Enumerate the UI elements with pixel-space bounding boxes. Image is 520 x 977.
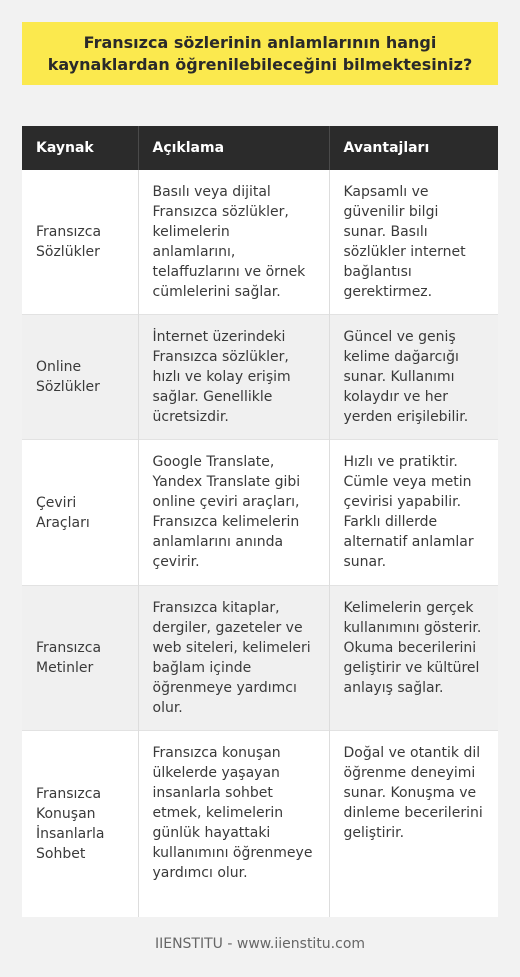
title-banner (22, 22, 498, 85)
cell-description: Google Translate, Yandex Translate gibi online çeviri araçları, Fransızca kelimelerin anlamlarını anında çevirir. (138, 440, 329, 586)
table-row (22, 315, 498, 440)
table-row (22, 440, 498, 586)
cell-advantages: Hızlı ve pratiktir. Cümle veya metin çevirisi yapabilir. Farklı dillerde alternatif anlamlar sunar. (329, 440, 498, 586)
sources-table (22, 126, 498, 917)
cell-advantages: Doğal ve otantik dil öğrenme deneyimi sunar. Konuşma ve dinleme becerilerini geliştirir. (329, 731, 498, 917)
header-description: Açıklama (138, 126, 329, 170)
cell-source: Fransızca Sözlükler (22, 170, 138, 315)
page-title: Fransızca sözlerinin anlamlarının hangi kaynaklardan öğrenilebileceğini bilmektesiniz? (47, 32, 473, 74)
header-advantages: Avantajları (329, 126, 498, 170)
table-row (22, 586, 498, 731)
table-row (22, 731, 498, 917)
cell-description: Fransızca konuşan ülkelerde yaşayan insanlarla sohbet etmek, kelimelerin günlük hayattaki kullanımını öğrenmeye yardımcı olur. (138, 731, 329, 917)
cell-advantages: Kelimelerin gerçek kullanımını gösterir. Okuma becerilerini geliştirir ve kültürel anlayış sağlar. (329, 586, 498, 731)
cell-source: Fransızca Konuşan İnsanlarla Sohbet (22, 731, 138, 917)
cell-advantages: Kapsamlı ve güvenilir bilgi sunar. Basılı sözlükler internet bağlantısı gerektirmez. (329, 170, 498, 315)
footer-credit: IIENSTITU - www.iienstitu.com (154, 936, 366, 952)
cell-source: Çeviri Araçları (22, 440, 138, 586)
cell-description: Fransızca kitaplar, dergiler, gazeteler ve web siteleri, kelimeleri bağlam içinde öğrenmeye yardımcı olur. (138, 586, 329, 731)
table-header-row (22, 126, 498, 170)
cell-description: Basılı veya dijital Fransızca sözlükler, kelimelerin anlamlarını, telaffuzlarını ve örnek cümlelerini sağlar. (138, 170, 329, 315)
cell-advantages: Güncel ve geniş kelime dağarcığı sunar. Kullanımı kolaydır ve her yerden erişilebilir. (329, 315, 498, 440)
cell-source: Fransızca Metinler (22, 586, 138, 731)
cell-description: İnternet üzerindeki Fransızca sözlükler, hızlı ve kolay erişim sağlar. Genellikle ücretsizdir. (138, 315, 329, 440)
header-source: Kaynak (22, 126, 138, 170)
cell-source: Online Sözlükler (22, 315, 138, 440)
table-row (22, 170, 498, 315)
